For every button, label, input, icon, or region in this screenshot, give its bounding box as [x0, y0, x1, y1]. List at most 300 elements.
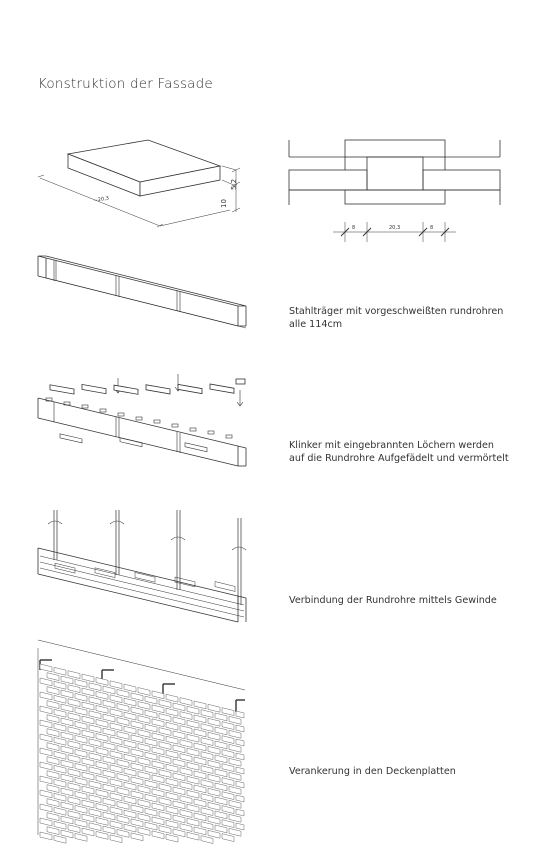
wall-brick	[89, 809, 101, 817]
wall-brick	[222, 806, 234, 814]
wall-brick	[68, 741, 80, 749]
wall-brick	[229, 758, 241, 766]
wall-brick	[117, 689, 129, 697]
wall-brick	[229, 828, 241, 836]
wall-brick	[40, 678, 52, 686]
wall-brick	[159, 728, 171, 736]
wall-brick	[166, 722, 178, 730]
wall-brick	[215, 713, 227, 721]
wall-brick	[201, 724, 213, 732]
plan-dim-mid: 20,3	[389, 225, 401, 231]
wall-brick	[215, 783, 227, 791]
wall-brick	[236, 711, 244, 718]
wall-brick	[124, 726, 136, 734]
wall-brick	[40, 748, 52, 756]
wall-brick	[138, 814, 150, 822]
wall-brick	[110, 723, 122, 731]
wall-brick	[180, 698, 192, 706]
wall-brick	[61, 732, 73, 740]
wall-brick	[96, 705, 108, 713]
wall-brick	[124, 810, 136, 818]
wall-brick	[236, 739, 244, 746]
wall-brick	[54, 751, 66, 759]
wall-brick	[117, 801, 129, 809]
wall-brick	[110, 779, 122, 787]
wall-brick	[222, 792, 234, 800]
wall-brick	[222, 778, 234, 786]
wall-brick	[61, 690, 73, 698]
wall-brick	[152, 761, 164, 769]
wall-brick	[54, 737, 66, 745]
wall-brick	[215, 741, 227, 749]
wall-brick	[75, 707, 87, 715]
wall-brick	[222, 764, 234, 772]
wall-brick	[75, 749, 87, 757]
wall-brick	[152, 733, 164, 741]
wall-brick	[187, 818, 199, 826]
wall-brick	[138, 828, 150, 836]
wall-brick	[131, 735, 143, 743]
wall-brick	[61, 774, 73, 782]
step3-caption: Verbindung der Rundrohre mittels Gewinde	[289, 595, 497, 606]
wall-brick	[173, 759, 185, 767]
wall-brick	[166, 750, 178, 758]
wall-brick	[159, 798, 171, 806]
wall-brick	[131, 791, 143, 799]
wall-brick	[159, 784, 171, 792]
wall-brick	[40, 776, 52, 784]
wall-brick	[201, 738, 213, 746]
wall-brick	[124, 684, 136, 692]
wall-brick	[194, 799, 206, 807]
wall-brick	[47, 701, 59, 709]
wall-brick	[117, 759, 129, 767]
wall-brick	[131, 819, 143, 827]
wall-brick	[68, 797, 80, 805]
wall-brick	[110, 835, 122, 843]
wall-brick	[152, 775, 164, 783]
wall-brick	[138, 772, 150, 780]
wall-brick	[159, 756, 171, 764]
wall-brick	[96, 733, 108, 741]
wall-brick	[145, 822, 157, 830]
wall-brick	[208, 760, 220, 768]
wall-brick	[145, 738, 157, 746]
wall-brick	[82, 702, 94, 710]
wall-brick	[40, 664, 52, 672]
wall-brick	[187, 790, 199, 798]
wall-brick	[47, 785, 59, 793]
brick-width-label: 10	[220, 199, 228, 208]
wall-brick	[75, 735, 87, 743]
brick-height-label: 5,2	[230, 178, 238, 190]
wall-brick	[180, 712, 192, 720]
wall-brick	[152, 789, 164, 797]
wall-brick	[96, 803, 108, 811]
wall-brick	[194, 715, 206, 723]
wall-brick	[124, 740, 136, 748]
wall-brick	[103, 812, 115, 820]
wall-brick	[208, 830, 220, 838]
wall-brick	[124, 712, 136, 720]
wall-brick	[201, 822, 213, 830]
wall-brick	[82, 688, 94, 696]
wall-brick	[117, 717, 129, 725]
wall-brick	[47, 813, 59, 821]
step2-caption: Klinker mit eingebrannten Löchern werden auf die Rundrohre Aufgefädelt und vermörtelt	[289, 440, 509, 464]
wall-brick	[201, 780, 213, 788]
wall-brick	[47, 757, 59, 765]
wall-brick	[201, 836, 213, 844]
wall-brick	[68, 755, 80, 763]
bond-plan-section	[289, 140, 500, 242]
wall-brick	[117, 731, 129, 739]
wall-brick	[236, 809, 244, 816]
wall-brick	[187, 832, 199, 840]
wall-brick	[166, 834, 178, 842]
wall-brick	[208, 802, 220, 810]
wall-brick	[54, 723, 66, 731]
wall-brick	[82, 772, 94, 780]
wall-brick	[229, 772, 241, 780]
wall-brick	[75, 805, 87, 813]
wall-brick	[187, 748, 199, 756]
wall-brick	[47, 743, 59, 751]
wall-brick	[145, 710, 157, 718]
wall-brick	[138, 716, 150, 724]
wall-brick	[166, 820, 178, 828]
wall-brick	[110, 681, 122, 689]
wall-brick	[166, 708, 178, 716]
wall-brick	[61, 760, 73, 768]
wall-brick	[173, 703, 185, 711]
wall-brick	[173, 717, 185, 725]
wall-brick	[215, 825, 227, 833]
wall-brick	[152, 691, 164, 699]
wall-brick	[47, 827, 59, 835]
wall-brick	[89, 683, 101, 691]
wall-brick	[229, 730, 241, 738]
wall-brick	[54, 807, 66, 815]
wall-brick	[131, 805, 143, 813]
wall-brick	[75, 693, 87, 701]
wall-brick	[61, 788, 73, 796]
wall-brick	[236, 823, 244, 830]
wall-brick	[47, 799, 59, 807]
wall-brick	[68, 825, 80, 833]
brick-isometric	[38, 140, 240, 227]
wall-brick	[40, 762, 52, 770]
step1-steel-beam	[38, 256, 246, 328]
wall-brick	[222, 722, 234, 730]
wall-brick	[110, 793, 122, 801]
page-title: Konstruktion der Fassade	[38, 76, 213, 92]
wall-brick	[236, 767, 244, 774]
wall-brick	[194, 701, 206, 709]
wall-brick	[173, 815, 185, 823]
wall-brick	[208, 816, 220, 824]
wall-brick	[236, 753, 244, 760]
wall-brick	[89, 753, 101, 761]
wall-brick	[215, 797, 227, 805]
wall-brick	[40, 832, 52, 840]
wall-brick	[180, 768, 192, 776]
wall-brick	[138, 786, 150, 794]
wall-brick	[166, 736, 178, 744]
wall-brick	[180, 754, 192, 762]
wall-brick	[117, 829, 129, 837]
wall-brick	[124, 782, 136, 790]
wall-brick	[61, 802, 73, 810]
wall-brick	[110, 765, 122, 773]
wall-brick	[159, 742, 171, 750]
wall-brick	[75, 833, 87, 841]
wall-brick	[96, 817, 108, 825]
wall-brick	[89, 767, 101, 775]
wall-brick	[54, 709, 66, 717]
wall-brick	[117, 815, 129, 823]
wall-brick	[131, 749, 143, 757]
wall-brick	[215, 769, 227, 777]
wall-brick	[159, 770, 171, 778]
wall-brick	[68, 811, 80, 819]
wall-brick	[159, 812, 171, 820]
wall-brick	[54, 695, 66, 703]
wall-brick	[138, 688, 150, 696]
wall-brick	[138, 758, 150, 766]
wall-brick	[187, 734, 199, 742]
wall-brick	[117, 787, 129, 795]
wall-brick	[96, 789, 108, 797]
wall-brick	[68, 685, 80, 693]
wall-brick	[201, 794, 213, 802]
wall-brick	[124, 796, 136, 804]
wall-brick	[159, 826, 171, 834]
wall-brick	[61, 718, 73, 726]
wall-brick	[173, 745, 185, 753]
wall-brick	[215, 811, 227, 819]
wall-brick	[47, 687, 59, 695]
wall-brick	[208, 774, 220, 782]
wall-brick	[152, 719, 164, 727]
wall-brick	[229, 744, 241, 752]
wall-brick	[75, 819, 87, 827]
wall-brick	[96, 775, 108, 783]
wall-brick	[194, 813, 206, 821]
wall-brick	[166, 778, 178, 786]
wall-brick	[173, 829, 185, 837]
wall-brick	[75, 763, 87, 771]
wall-brick	[145, 794, 157, 802]
wall-brick	[180, 782, 192, 790]
wall-brick	[47, 771, 59, 779]
wall-brick	[103, 798, 115, 806]
wall-brick	[82, 730, 94, 738]
wall-brick	[194, 771, 206, 779]
wall-brick	[40, 692, 52, 700]
wall-brick	[138, 730, 150, 738]
wall-brick	[40, 720, 52, 728]
wall-brick	[131, 777, 143, 785]
wall-brick	[222, 750, 234, 758]
wall-brick	[40, 706, 52, 714]
wall-brick	[82, 758, 94, 766]
wall-brick	[61, 704, 73, 712]
wall-brick	[180, 824, 192, 832]
wall-brick	[173, 731, 185, 739]
wall-brick	[208, 732, 220, 740]
wall-brick	[215, 727, 227, 735]
wall-brick	[187, 706, 199, 714]
wall-brick	[82, 786, 94, 794]
wall-brick	[194, 743, 206, 751]
wall-brick	[96, 691, 108, 699]
wall-brick	[131, 693, 143, 701]
wall-brick	[229, 814, 241, 822]
step3-threaded-rods	[38, 510, 246, 622]
wall-brick	[82, 828, 94, 836]
wall-brick	[208, 718, 220, 726]
wall-brick	[75, 721, 87, 729]
wall-brick	[159, 714, 171, 722]
wall-brick	[152, 705, 164, 713]
wall-brick	[89, 725, 101, 733]
wall-brick	[222, 736, 234, 744]
wall-brick	[54, 793, 66, 801]
wall-brick	[54, 835, 66, 843]
wall-brick	[236, 781, 244, 788]
wall-brick	[54, 779, 66, 787]
wall-brick	[229, 800, 241, 808]
wall-brick	[40, 818, 52, 826]
wall-brick	[152, 831, 164, 839]
wall-brick	[110, 709, 122, 717]
wall-brick	[138, 702, 150, 710]
wall-brick	[117, 773, 129, 781]
wall-brick	[138, 800, 150, 808]
wall-brick	[180, 726, 192, 734]
wall-brick	[124, 768, 136, 776]
step4-caption: Verankerung in den Deckenplatten	[289, 766, 456, 777]
wall-brick	[82, 716, 94, 724]
wall-brick	[47, 715, 59, 723]
wall-brick	[124, 824, 136, 832]
wall-brick	[82, 800, 94, 808]
wall-brick	[222, 834, 234, 842]
wall-brick	[103, 686, 115, 694]
wall-brick	[152, 817, 164, 825]
wall-brick	[68, 713, 80, 721]
wall-brick	[54, 681, 66, 689]
wall-brick	[180, 796, 192, 804]
wall-brick	[61, 830, 73, 838]
wall-brick	[89, 823, 101, 831]
plan-dim-right: 8	[430, 225, 434, 231]
plan-dim-left: 8	[352, 225, 356, 231]
wall-brick	[110, 751, 122, 759]
wall-brick	[187, 762, 199, 770]
wall-brick	[96, 831, 108, 839]
wall-brick	[194, 785, 206, 793]
wall-brick	[131, 721, 143, 729]
wall-brick	[47, 729, 59, 737]
wall-brick	[124, 698, 136, 706]
step4-anchoring	[38, 640, 245, 844]
wall-brick	[82, 744, 94, 752]
wall-brick	[61, 676, 73, 684]
wall-brick	[54, 821, 66, 829]
wall-brick	[103, 728, 115, 736]
wall-brick	[54, 765, 66, 773]
wall-brick	[194, 729, 206, 737]
wall-brick	[68, 727, 80, 735]
wall-brick	[145, 752, 157, 760]
wall-brick	[208, 788, 220, 796]
wall-brick	[166, 764, 178, 772]
wall-brick	[173, 773, 185, 781]
wall-brick	[138, 744, 150, 752]
wall-brick	[110, 807, 122, 815]
wall-brick	[131, 833, 143, 841]
wall-brick	[75, 791, 87, 799]
wall-brick	[236, 795, 244, 802]
wall-brick	[103, 784, 115, 792]
wall-brick	[117, 703, 129, 711]
wall-brick	[145, 780, 157, 788]
wall-brick	[166, 694, 178, 702]
wall-brick	[208, 746, 220, 754]
wall-brick	[40, 804, 52, 812]
wall-brick	[173, 787, 185, 795]
wall-brick	[145, 724, 157, 732]
wall-brick	[166, 792, 178, 800]
wall-brick	[201, 766, 213, 774]
wall-brick	[145, 696, 157, 704]
wall-brick	[89, 711, 101, 719]
wall-brick	[110, 821, 122, 829]
wall-brick	[180, 740, 192, 748]
wall-brick	[110, 695, 122, 703]
wall-brick	[89, 781, 101, 789]
wall-brick	[54, 667, 66, 675]
wall-brick	[61, 746, 73, 754]
wall-brick	[222, 820, 234, 828]
wall-brick	[96, 719, 108, 727]
wall-brick	[89, 739, 101, 747]
wall-brick	[180, 810, 192, 818]
wall-brick	[47, 673, 59, 681]
wall-brick	[96, 747, 108, 755]
wall-brick	[40, 734, 52, 742]
wall-brick	[40, 790, 52, 798]
wall-brick	[89, 795, 101, 803]
wall-brick	[145, 766, 157, 774]
wall-brick	[131, 707, 143, 715]
wall-brick	[229, 716, 241, 724]
wall-brick	[173, 801, 185, 809]
wall-brick	[110, 737, 122, 745]
wall-brick	[187, 804, 199, 812]
wall-brick	[187, 720, 199, 728]
step1-caption: Stahlträger mit vorgeschweißten rundrohren alle 114cm	[289, 306, 504, 330]
wall-brick	[124, 754, 136, 762]
wall-brick	[82, 674, 94, 682]
wall-brick	[222, 708, 234, 716]
wall-brick	[201, 808, 213, 816]
wall-brick	[194, 827, 206, 835]
wall-brick	[103, 826, 115, 834]
wall-brick	[89, 697, 101, 705]
